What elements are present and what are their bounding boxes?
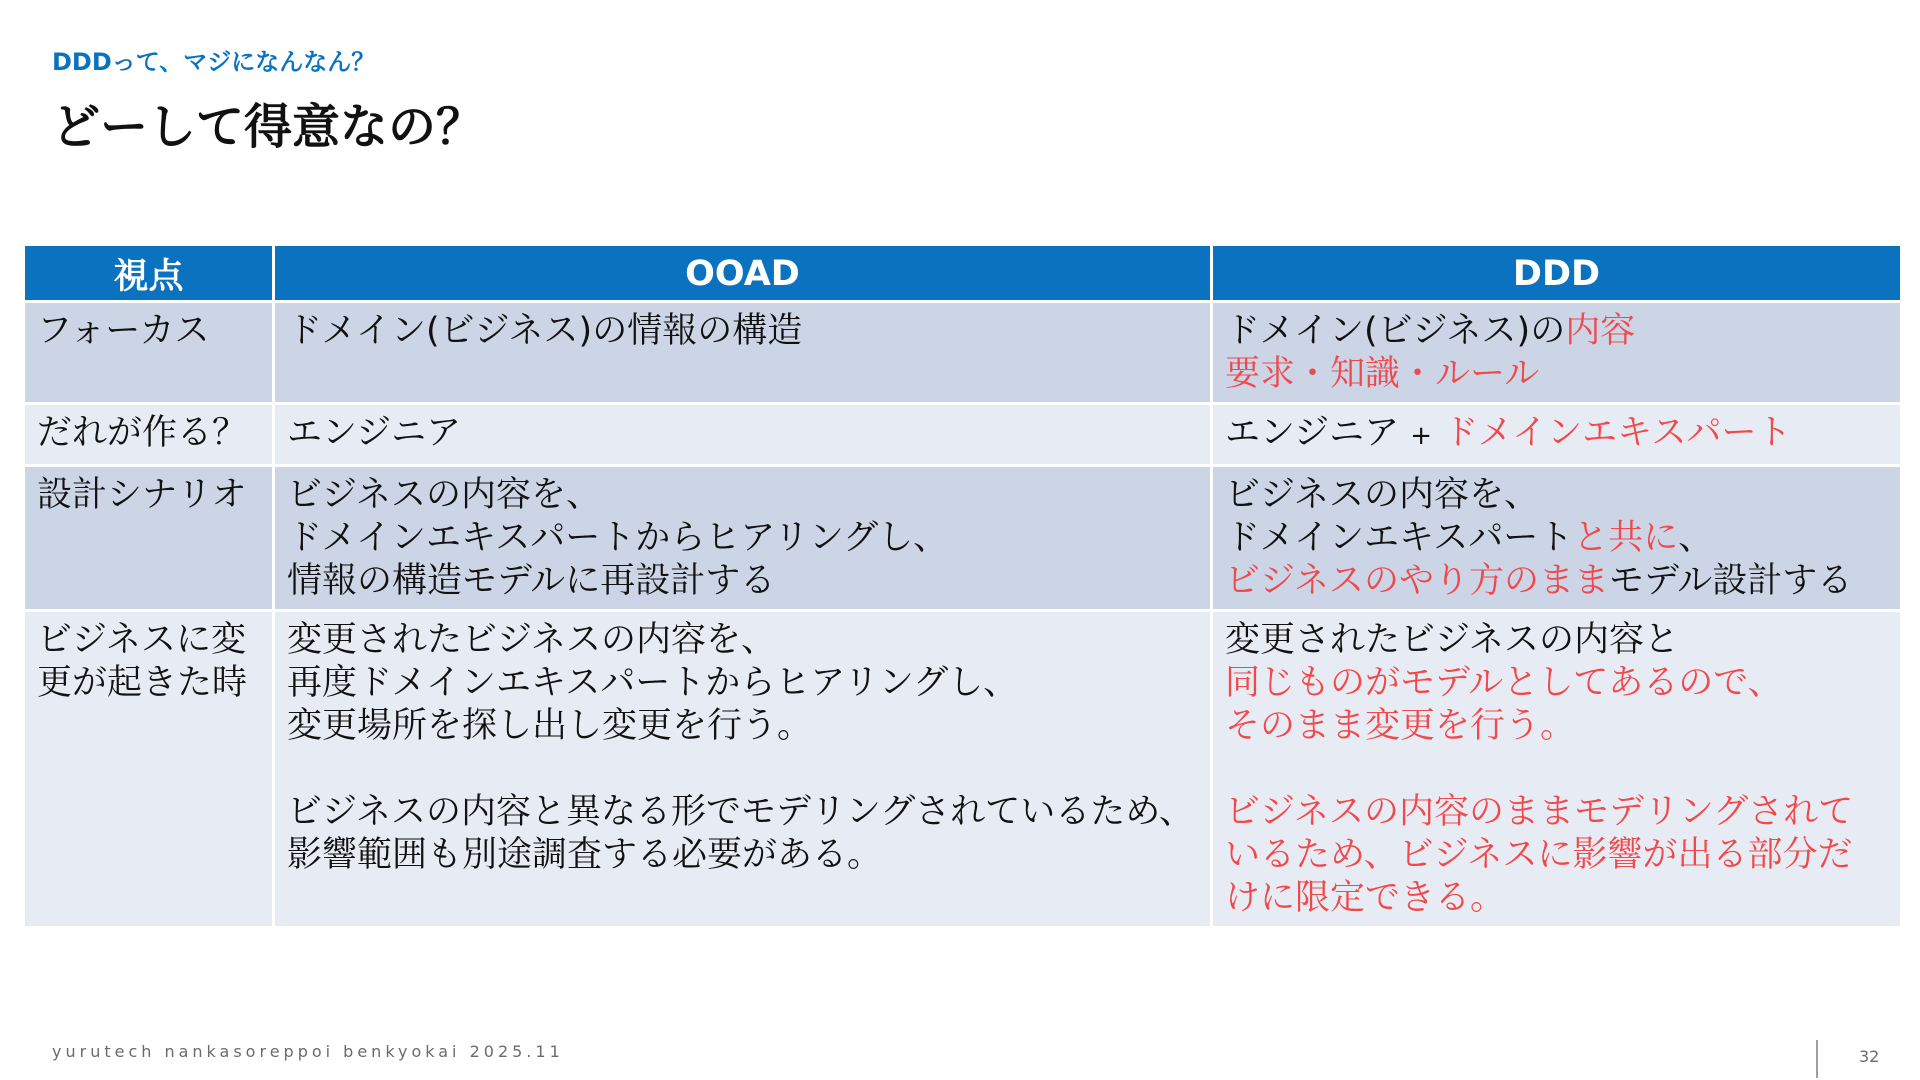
- cell-text: ドメインエキスパートからヒアリングし、: [287, 518, 949, 558]
- highlight-text: と共に: [1573, 518, 1679, 558]
- highlight-text: けに限定できる。: [1225, 878, 1506, 918]
- cell-text: 変更場所を探し出し変更を行う。: [287, 706, 813, 746]
- cell-text: ドメインエキスパート: [1225, 518, 1574, 558]
- slide-subtitle: DDDって、マジになんなん？: [52, 48, 376, 76]
- cell-text: 影響範囲も別途調査する必要がある。: [287, 835, 883, 875]
- cell-ooad-change: [274, 611, 1212, 928]
- footer-text: yurutech nankasoreppoi benkyokai 2025.11: [52, 1042, 564, 1061]
- blank-line: [287, 748, 1200, 791]
- cell-text: ドメイン(ビジネス)の情報の構造: [287, 311, 803, 351]
- row-label-text: だれが作る？: [37, 413, 248, 453]
- cell-text: 変更されたビジネスの内容と: [1225, 620, 1679, 660]
- header-ddd: DDD: [1212, 245, 1902, 302]
- table-row-creator: [24, 404, 1902, 466]
- highlight-text: 同じものがモデルとしてあるので、: [1225, 663, 1783, 703]
- footer-divider: [1816, 1040, 1818, 1078]
- row-label-scenario: [24, 466, 274, 611]
- cell-ooad-creator: [274, 404, 1212, 466]
- cell-text: エンジニア: [287, 413, 462, 453]
- highlight-text: ビジネスの内容のままモデリングされて: [1225, 792, 1854, 832]
- row-label-text: 更が起きた時: [37, 663, 248, 703]
- table-row-focus: [24, 302, 1902, 404]
- page-number: 32: [1859, 1047, 1880, 1066]
- highlight-text: 内容: [1565, 311, 1636, 351]
- cell-text: ビジネスの内容を、: [1225, 475, 1539, 515]
- cell-text: 、: [1678, 518, 1714, 558]
- cell-ooad-focus: [274, 302, 1212, 404]
- slide-title: どーして得意なの？: [52, 99, 485, 155]
- blank-line: [1225, 748, 1890, 791]
- table-row-scenario: [24, 466, 1902, 611]
- cell-line: [1225, 517, 1890, 560]
- highlight-text: 要求・知識・ルール: [1225, 354, 1540, 394]
- cell-line: [1225, 310, 1890, 353]
- plus-sign: +: [1410, 421, 1433, 451]
- highlight-text: ビジネスのやり方のまま: [1225, 561, 1609, 601]
- row-label-focus: [24, 302, 274, 404]
- cell-text: 変更されたビジネスの内容を、: [287, 620, 776, 660]
- cell-ddd-focus: [1212, 302, 1902, 404]
- highlight-text: いるため、ビジネスに影響が出る部分だ: [1225, 835, 1853, 875]
- table-row-change: [24, 611, 1902, 928]
- cell-ddd-scenario: [1212, 466, 1902, 611]
- cell-text: モデル設計する: [1608, 561, 1853, 601]
- cell-text: ビジネスの内容と異なる形でモデリングされているため、: [287, 792, 1194, 832]
- cell-ddd-change: [1212, 611, 1902, 928]
- row-label-text: フォーカス: [37, 311, 210, 351]
- cell-line: [1225, 560, 1890, 603]
- row-label-text: ビジネスに変: [37, 620, 246, 660]
- cell-ddd-creator: [1212, 404, 1902, 466]
- cell-line: [1225, 412, 1890, 458]
- highlight-text: ドメインエキスパート: [1443, 413, 1792, 453]
- row-label-creator: [24, 404, 274, 466]
- header-ooad: OOAD: [274, 245, 1212, 302]
- table-header-row: [24, 245, 1902, 302]
- highlight-text: そのまま変更を行う。: [1225, 706, 1576, 746]
- comparison-table: [22, 243, 1903, 929]
- cell-text: 再度ドメインエキスパートからヒアリングし、: [287, 663, 1019, 703]
- row-label-text: 設計シナリオ: [37, 475, 247, 515]
- cell-text: 情報の構造モデルに再設計する: [287, 561, 776, 601]
- cell-ooad-scenario: [274, 466, 1212, 611]
- cell-text: エンジニア: [1225, 413, 1400, 453]
- cell-text: ドメイン(ビジネス)の: [1225, 311, 1566, 351]
- row-label-change: [24, 611, 274, 928]
- header-viewpoint: 視点: [24, 245, 274, 302]
- cell-text: ビジネスの内容を、: [287, 475, 601, 515]
